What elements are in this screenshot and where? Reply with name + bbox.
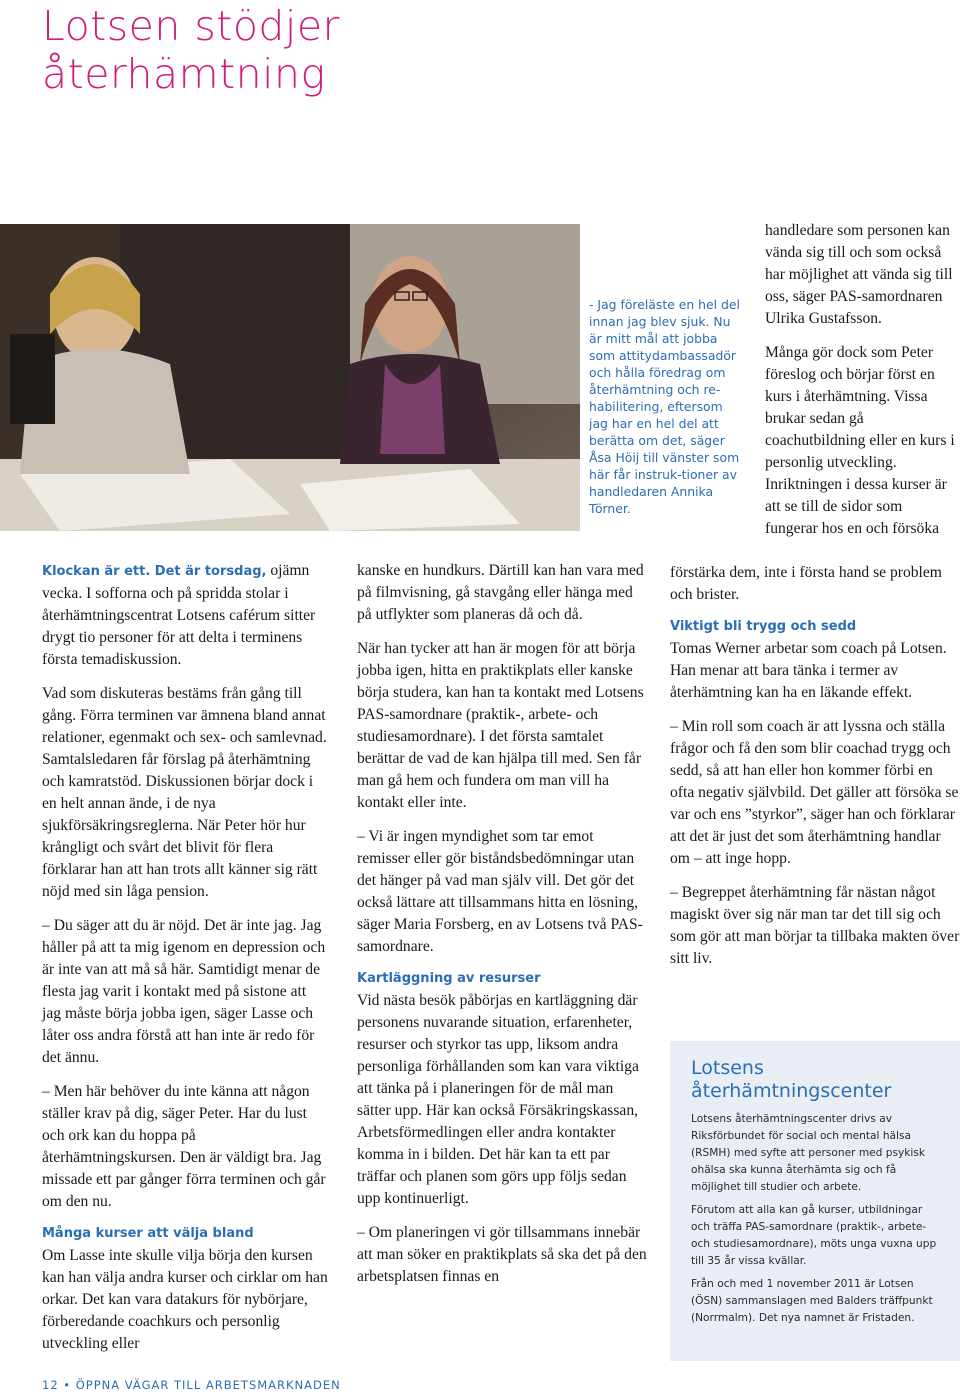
- col1-paragraph-3: – Du säger att du är nöjd. Det är inte jag. Jag håller på att ta mig igenom en depression och är inte van att må så här. Samtidigt menar de flesta jag varit i kontakt med på sistone att jag måste börja jobba igen, säger Lasse och låter oss andra förstå att han inte är redo för det ännu.: [42, 917, 326, 1066]
- col1-subheading: Många kurser att välja bland: [42, 1226, 254, 1241]
- title-line-1: Lotsen stödjer: [42, 2, 340, 50]
- article-photo: [0, 224, 580, 531]
- col3-paragraph-1: handledare som personen kan vända sig till och som också har möjlighet att vända sig till oss, säger PAS-samordnaren Ulrika Gustafsson.: [765, 222, 953, 327]
- fact-box-title-line-1: Lotsens: [691, 1057, 764, 1079]
- photo-illustration: [0, 224, 580, 531]
- col2-paragraph-1: kanske en hundkurs. Därtill kan han vara med på filmvisning, gå stavgång eller hänga med på utflykter som planeras då och då.: [357, 562, 644, 623]
- title-line-2: återhämtning: [42, 50, 326, 98]
- fact-box: [670, 1041, 960, 1361]
- col1-paragraph-4: – Men här behöver du inte känna att någon ställer krav på dig, säger Peter. Har du lust och ork kan du hoppa på återhämtningskursen. Den är väldigt bra. Jag missade ett par gånger förra terminen och går om den nu.: [42, 1083, 326, 1210]
- col3-paragraph-5: – Begreppet återhämtning får nästan något magiskt över sig när man tar det till sig och som gör att man börjar ta tillbaka makten över sitt liv.: [670, 884, 960, 967]
- col3-subheading: Viktigt bli trygg och sedd: [670, 619, 857, 634]
- col3-paragraph-2-continued: förstärka dem, inte i första hand se problem och brister.: [670, 564, 942, 603]
- col1-paragraph-2: Vad som diskuteras bestäms från gång till gång. Förra terminen var ämnena bland annat relationer, egenmakt och sex- och samlevnad. Samtalsledaren får förslag på återhämtning och kamratstöd. Diskussionen börjar dock i en helt annan ände, i de nya sjukförsäkringsreglerna. När Peter hör hur krångligt och svårt det blivit för flera förklarar han att han trots allt känner sig rätt nöjd med sin låga pension.: [42, 685, 327, 900]
- fact-box-paragraph-1: Lotsens återhämtningscenter drivs av Riksförbundet för social och mental hälsa (RSMH) med syfte att personer med psykisk ohälsa ska kunna återhämta sig och få möjlighet till studier och arbete.: [691, 1113, 926, 1193]
- col3-paragraph-3: Tomas Werner arbetar som coach på Lotsen. Han menar att bara tänka i termer av återhämtning kan ha en läkande effekt.: [670, 640, 947, 701]
- fact-box-title-line-2: återhämtningscenter: [691, 1080, 892, 1102]
- fact-box-paragraph-3: Från och med 1 november 2011 är Lotsen (ÖSN) sammanslagen med Balders träffpunkt (Norrmalm). Det nya namnet är Fristaden.: [691, 1278, 933, 1324]
- col3-paragraph-4: – Min roll som coach är att lyssna och ställa frågor och få den som blir coachad trygg och sedd, så att han eller hon kommer förbi en ofta negativ självbild. Det gäller att försöka se var och ens ”styrkor”, säger han och förklarar att det är just det som återhämtning handlar om – att inge hopp.: [670, 718, 959, 867]
- col1-paragraph-1: [42, 560, 328, 671]
- column-3: [670, 562, 960, 982]
- fact-box-paragraph-2: Förutom att alla kan gå kurser, utbildningar och träffa PAS-samordnare (praktik-, arbete- och studiesamordnare), möts unga vuxna upp till 35 år vissa kvällar.: [691, 1204, 937, 1267]
- column-2: [357, 560, 647, 1300]
- col2-paragraph-5: – Om planeringen vi gör tillsammans innebär att man söker en praktikplats så ska det på den arbetsplatsen finnas en: [357, 1224, 647, 1285]
- col2-paragraph-4: Vid nästa besök påbörjas en kartläggning där personens nuvarande situation, erfarenheter, resurser och styrkor tas upp, liksom andra personliga förhållanden som kan vara viktiga att tänka på i planeringen för de mål man sätter upp. Här kan också Försäkringskassan, Arbetsförmedlingen eller andra kontakter komma in i bilden. Det här kan ta ett par träffar och planen som görs upp följs sedan upp kontinuerligt.: [357, 992, 639, 1207]
- col2-paragraph-3: – Vi är ingen myndighet som tar emot remisser eller gör biståndsbedömningar utan det hänger på vad man själv vill. Det gör det också lättare att tillsammans hitta en lösning, säger Maria Forsberg, en av Lotsens två PAS-samordnare.: [357, 828, 643, 955]
- page-title: [42, 2, 562, 98]
- col1-paragraph-1-text: ojämn vecka. I sofforna och på spridda stolar i återhämtningscentrat Lotsens caférum sitter drygt tio personer för att delta i terminens första temadiskussion.: [42, 562, 316, 668]
- fact-box-title: [691, 1057, 940, 1103]
- column-1: [42, 560, 328, 1367]
- col3-paragraph-2: Många gör dock som Peter föreslog och börjar först en kurs i återhämtning. Vissa brukar sedan gå coachutbildning eller en kurs i personlig utveckling. Inriktningen i dessa kurser är att se till de sidor som fungerar hos en och försöka: [765, 344, 955, 537]
- col1-paragraph-5: Om Lasse inte skulle vilja börja den kursen kan han välja andra kurser och cirklar om han orkar. Det kan vara datakurs för nybörjare, förberedande coachkurs och personlig utveckling eller: [42, 1247, 328, 1352]
- footer-bullet: •: [63, 1378, 72, 1392]
- col2-subheading: Kartläggning av resurser: [357, 971, 541, 986]
- page-footer: [42, 1378, 341, 1392]
- col2-paragraph-2: När han tycker att han är mogen för att börja jobba igen, hitta en praktikplats eller kanske börja studera, kan han ta kontakt med Lotsens PAS-samordnare (praktik-, arbete- och studiesamordnare). I det första samtalet berättar de vad de kan hjälpa till med. Sen får man gå hem och fundera om man vill ha kontakt eller inte.: [357, 640, 644, 811]
- lead-in: Klockan är ett. Det är torsdag,: [42, 564, 267, 579]
- publication-name: ÖPPNA VÄGAR TILL ARBETSMARKNADEN: [75, 1378, 341, 1392]
- column-3-upper: [765, 220, 957, 540]
- page-number: 12: [42, 1378, 59, 1392]
- photo-caption: - Jag föreläste en hel del innan jag blev sjuk. Nu är mitt mål att jobba som attitydambassadör och hålla föredrag om återhämtning och re-habilitering, eftersom jag har en hel del att berätta om det, säger Åsa Höij till vänster som här får instruk-tioner av handledaren Annika Törner.: [589, 297, 740, 516]
